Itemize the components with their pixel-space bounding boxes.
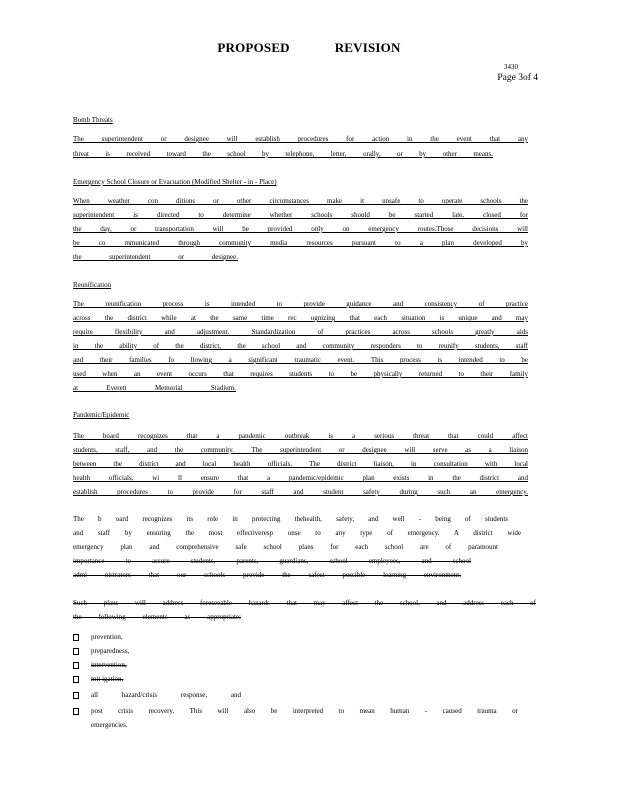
reunification-line-4: in the ability of the district, the school and community responders to reunify students, staff bbox=[73, 342, 528, 350]
reunification-line-1: The reunification process is intended to provide guidance and consistency of practice bbox=[73, 300, 528, 308]
reunification-line-2: across the district while at the same time rec ognizing that each situation is unique and may bbox=[73, 314, 528, 322]
bomb-line-1: The superintendent or designee will establish procedures for action in the event that any bbox=[73, 135, 528, 143]
pandemic-line-1: The board recognizes that a pandemic outbreak is a serious threat that could affect bbox=[73, 432, 528, 440]
reunification-line-6: used when an event occurs that requires students to be physically returned to their family bbox=[73, 370, 528, 378]
pandemic-line-2: students, staff, and the community. The superintendent or designee will serve as a liaison bbox=[73, 446, 528, 454]
bullet-box-icon bbox=[73, 708, 79, 715]
pandemic-line-4: health officials, wi ll ensure that a pandemic/epidemic plan exists in the district and bbox=[73, 474, 528, 482]
bullet-box-icon bbox=[73, 662, 79, 669]
bullet-box-icon bbox=[73, 648, 79, 655]
heading-text: Bomb Threats bbox=[73, 116, 113, 124]
bullet-item bbox=[73, 633, 123, 641]
heading-pandemic bbox=[73, 411, 129, 419]
title-revision: REVISION bbox=[334, 40, 401, 55]
bullet-item bbox=[73, 691, 241, 699]
emergency-line-2: superintendent is directed to determine whether schools should be started late, closed for bbox=[73, 211, 528, 219]
bullet-text: preparedness, bbox=[91, 647, 130, 655]
page-title bbox=[0, 40, 618, 56]
bullet-text: intervention, bbox=[91, 661, 127, 669]
policy-number: 3430 bbox=[504, 63, 518, 71]
plans-line-2: the following elements as appropriate: bbox=[73, 613, 241, 621]
reunification-line-5: and their families fo llowing a significant traumatic event. This process is intended to be bbox=[73, 356, 528, 364]
title-proposed: PROPOSED bbox=[217, 40, 290, 55]
emergency-line-4: be co mmunicated through community media resources pursuant to a plan developed by bbox=[73, 239, 528, 247]
heading-bomb-threats bbox=[73, 116, 113, 124]
bullet-text: prevention, bbox=[91, 633, 123, 641]
pandemic-line-5: establish procedures to provide for staff and student safety during such an emergency. bbox=[73, 488, 528, 496]
board-line-5: admi nistrators that our schools provide the safest possible learning environment. bbox=[73, 571, 461, 579]
board-line-3: emergency plan and comprehensive safe school plans for each school are of paramount bbox=[73, 543, 498, 551]
emergency-line-5: the superintendent or designee. bbox=[73, 253, 238, 261]
plans-line-1: Such plans will address foreseeable hazards that may affect the school, and address each of bbox=[73, 599, 536, 607]
page-number: Page 3of 4 bbox=[497, 73, 538, 83]
reunification-line-3: require flexibility and adjustment. Standardization of practices across schools greatly aids bbox=[73, 328, 528, 336]
emergency-line-3: the day, or transportation will be provided only on emergency routes.Those decisions will bbox=[73, 225, 528, 233]
heading-text: Reunification bbox=[73, 281, 112, 289]
bullet-box-icon bbox=[73, 692, 79, 699]
bomb-line-2: threat is received toward the school by telephone, letter, orally, or by other means. bbox=[73, 150, 493, 158]
board-line-1: The b oard recognizes its role in protecting thehealth, safety, and well - being of students bbox=[73, 515, 508, 523]
board-line-4: importance to assure students, parents, guardians, school employees, and school bbox=[73, 557, 471, 565]
emergency-line-1: When weather con ditions or other circumstances make it unsafe to operate schools the bbox=[73, 197, 528, 205]
heading-text: Pandemic/Epidemic bbox=[73, 411, 130, 419]
bullet-item bbox=[73, 707, 518, 715]
bullet-text: mit igation, bbox=[91, 675, 124, 683]
plans-last-line: emergencies. bbox=[91, 721, 128, 729]
bullet-item bbox=[73, 675, 161, 683]
bullet-text: post crisis recovery. This will also be interpreted to mean human - caused trauma or bbox=[91, 707, 518, 715]
heading-text: Emergency School Closure or Evacuation (Modified Shelter - in - Place) bbox=[73, 178, 277, 186]
bullet-box-icon bbox=[73, 634, 79, 641]
board-line-2: and staff by ensuring the most effectiveresp onse to any type of emergency. A district wide bbox=[73, 529, 521, 537]
pandemic-line-3: between the district and local health officials. The district liaison, in consultation with local bbox=[73, 460, 528, 468]
reunification-line-7: at Everett Memorial Stadium. bbox=[73, 384, 236, 392]
bullet-item bbox=[73, 661, 161, 669]
bullet-box-icon bbox=[73, 676, 79, 683]
heading-reunification bbox=[73, 281, 111, 289]
heading-emergency-closure bbox=[73, 178, 277, 186]
bullet-item bbox=[73, 647, 129, 655]
bullet-text: all hazard/crisis response, and bbox=[91, 691, 241, 699]
